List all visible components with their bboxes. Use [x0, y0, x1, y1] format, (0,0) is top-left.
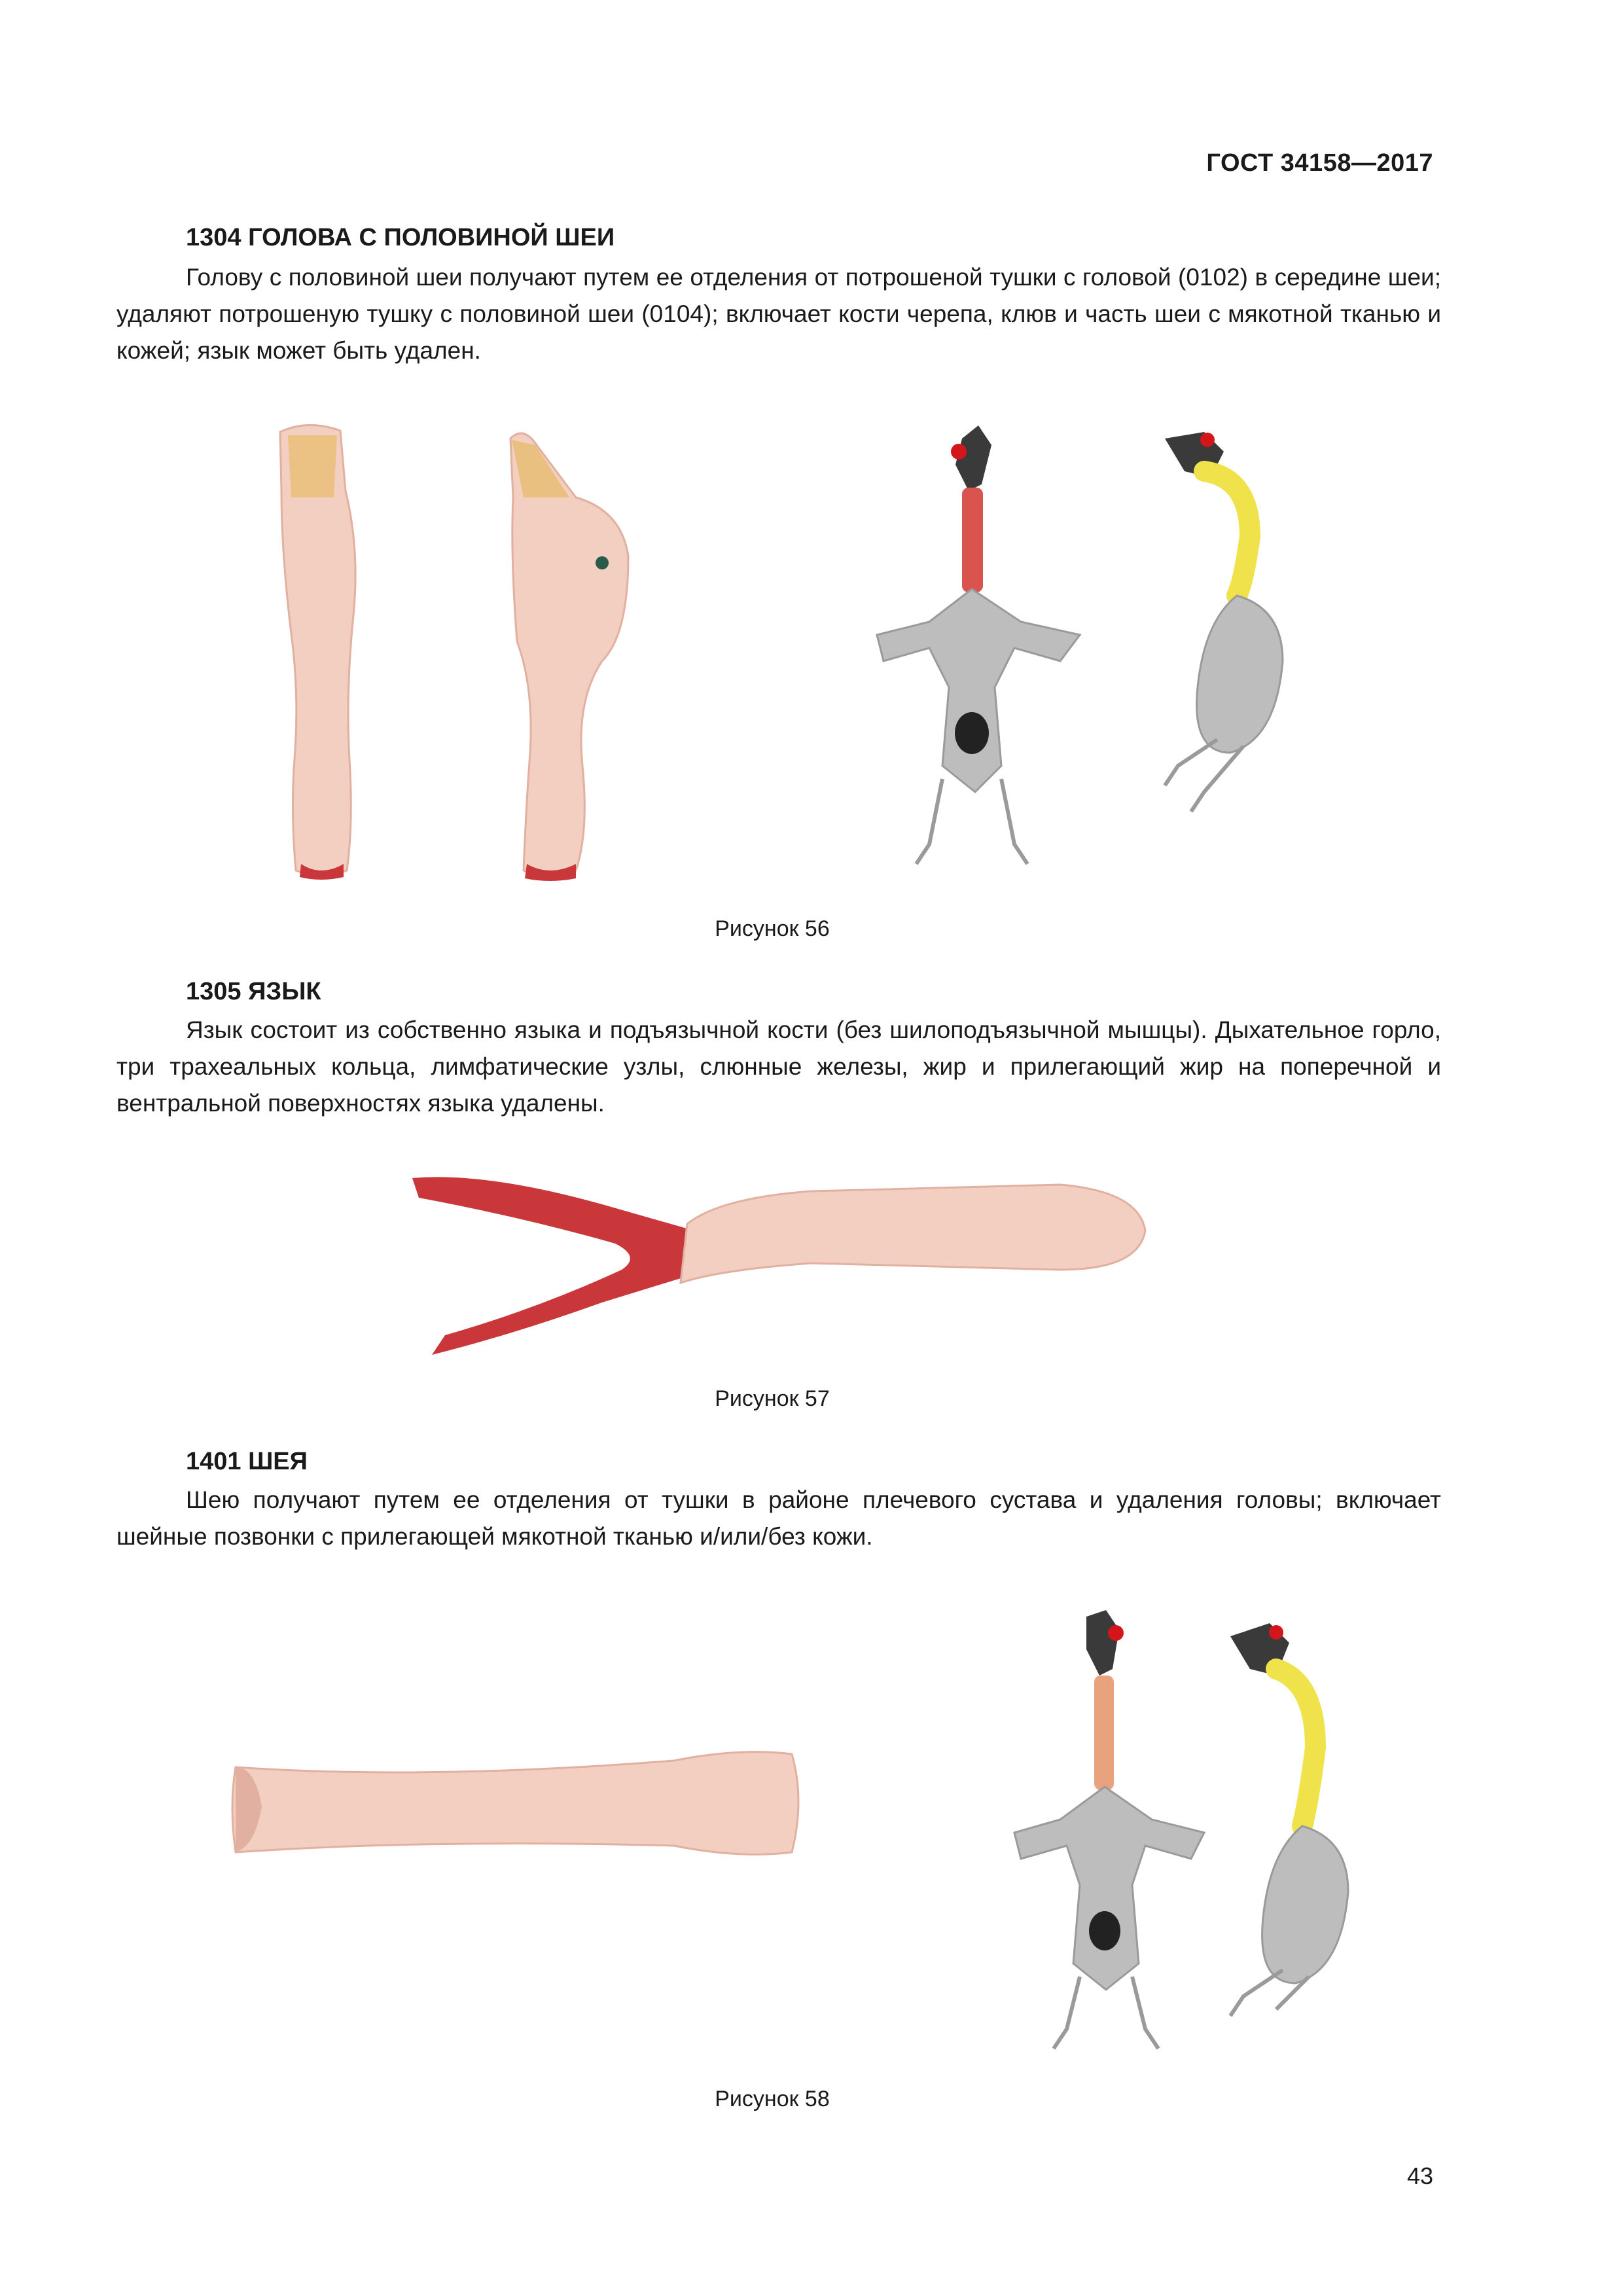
section-text-1304: Голову с половиной шеи получают путем ее отделения от потрошеной тушки с головой (0102) в середине шеи; удаляют потрошеную тушку с половиной шеи (0104); включает кости черепа, клюв и часть шеи с мякотной тканью и кожей; язык может быть удален. — [116, 264, 1441, 364]
section-heading-1304: 1304 ГОЛОВА С ПОЛОВИНОЙ ШЕИ — [186, 224, 615, 251]
figure-caption-58: Рисунок 58 — [715, 2087, 830, 2111]
figure-caption-57: Рисунок 57 — [715, 1386, 830, 1411]
photo-tongue — [406, 1158, 1158, 1368]
figure-caption-56: Рисунок 56 — [715, 916, 830, 941]
section-heading-1401: 1401 ШЕЯ — [186, 1448, 308, 1475]
photo-head-half-neck-front — [262, 419, 380, 884]
skeleton-side-view-yellow-neck-2 — [1217, 1617, 1414, 2022]
section-heading-1305: 1305 ЯЗЫК — [186, 978, 321, 1005]
section-text-1305: Язык состоит из собственно языка и подъязычной кости (без шилоподъязычной мышцы). Дыхательное горло, три трахеальных кольца, лимфатические узлы, слюнные железы, жир и прилегающий жир на поперечной и вентральной поверхностях языка удалены. — [116, 1016, 1441, 1117]
photo-neck — [229, 1741, 805, 1872]
section-text-1401: Шею получают путем ее отделения от тушки в районе плечевого сустава и удаления головы; включает шейные позвонки с прилегающей мякотной тканью и/или/без кожи. — [116, 1486, 1441, 1550]
skeleton-side-view-yellow-neck — [1152, 425, 1368, 818]
skeleton-front-view-salmon-neck — [1008, 1610, 1224, 2055]
page-number: 43 — [1406, 2162, 1433, 2189]
photo-head-half-neck-side — [497, 425, 648, 884]
skeleton-front-view-red-neck — [864, 425, 1099, 870]
document-code: ГОСТ 34158—2017 — [1206, 149, 1433, 177]
